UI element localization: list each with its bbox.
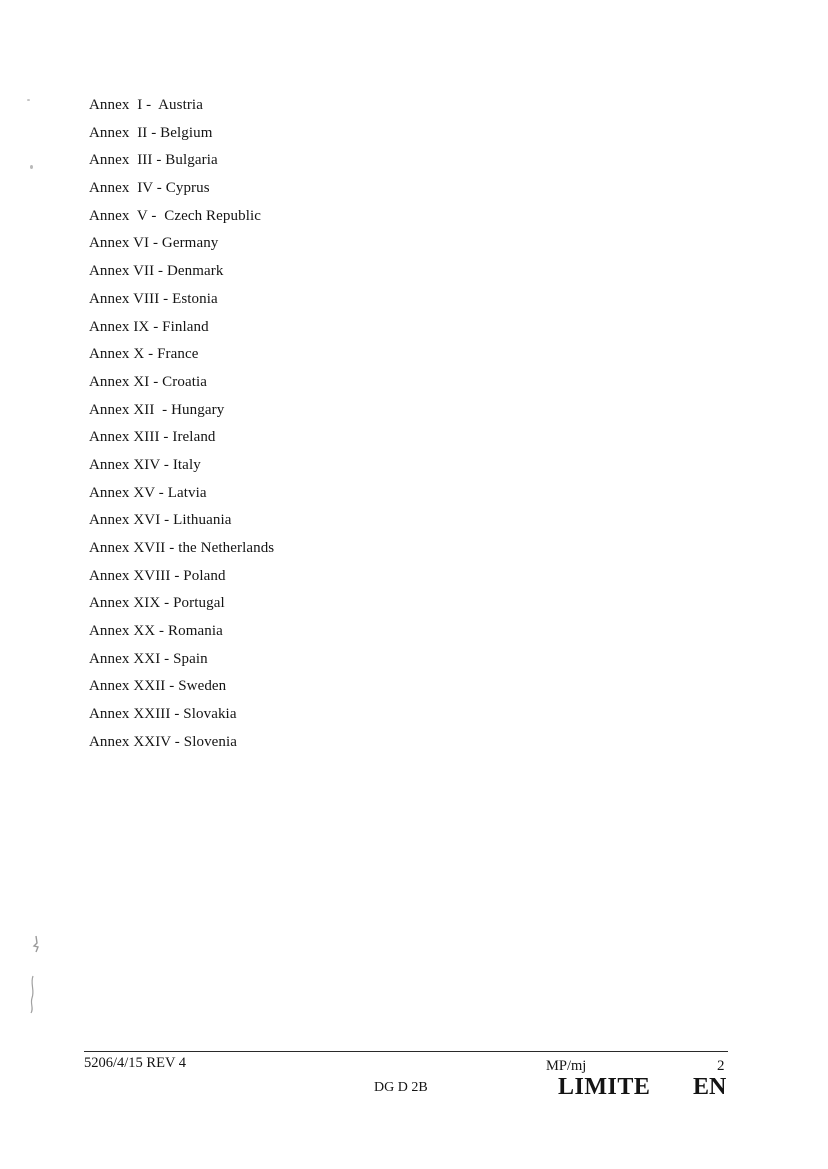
annex-item: Annex VIII - Estonia <box>89 290 218 307</box>
annex-item: Annex XXIV - Slovenia <box>89 733 238 750</box>
annex-item: Annex XXIII - Slovakia <box>89 706 237 723</box>
document-reference: 5206/4/15 REV 4 <box>84 1055 187 1071</box>
annex-item: Annex XIV - Italy <box>89 456 201 473</box>
author-initials: MP/mj <box>546 1058 587 1074</box>
annex-item: Annex IV - Cyprus <box>89 180 210 197</box>
footer-divider <box>84 1051 728 1052</box>
scan-mark <box>30 934 42 954</box>
directorate-code: DG D 2B <box>374 1080 428 1095</box>
scan-mark <box>26 974 40 1014</box>
annex-item: Annex XI - Croatia <box>89 373 208 390</box>
annex-item: Annex I - Austria <box>89 97 203 113</box>
annex-item: Annex III - Bulgaria <box>89 152 218 169</box>
classification-marking: LIMITE <box>558 1074 651 1100</box>
annex-item: Annex IX - Finland <box>89 318 209 335</box>
annex-item: Annex XXII - Sweden <box>89 678 227 695</box>
annex-item: Annex XV - Latvia <box>89 484 207 501</box>
annex-item: Annex V - Czech Republic <box>89 207 262 224</box>
page-number: 2 <box>717 1058 725 1074</box>
scan-speck <box>30 165 33 169</box>
language-code: EN <box>693 1074 727 1100</box>
annex-item: Annex VI - Germany <box>89 235 219 252</box>
annex-item: Annex XVIII - Poland <box>89 567 226 584</box>
annex-item: Annex II - Belgium <box>89 124 213 141</box>
annex-item: Annex XVI - Lithuania <box>89 512 232 529</box>
annex-item: Annex VII - Denmark <box>89 263 224 280</box>
annex-item: Annex XII - Hungary <box>89 401 225 418</box>
annex-item: Annex XIII - Ireland <box>89 429 216 446</box>
scan-speck <box>27 99 30 101</box>
annex-item: Annex XIX - Portugal <box>89 595 225 612</box>
annex-item: Annex XVII - the Netherlands <box>89 540 275 556</box>
annex-item: Annex XXI - Spain <box>89 650 208 667</box>
annex-item: Annex XX - Romania <box>89 623 223 640</box>
annex-item: Annex X - France <box>89 346 199 363</box>
annex-list <box>89 94 274 759</box>
